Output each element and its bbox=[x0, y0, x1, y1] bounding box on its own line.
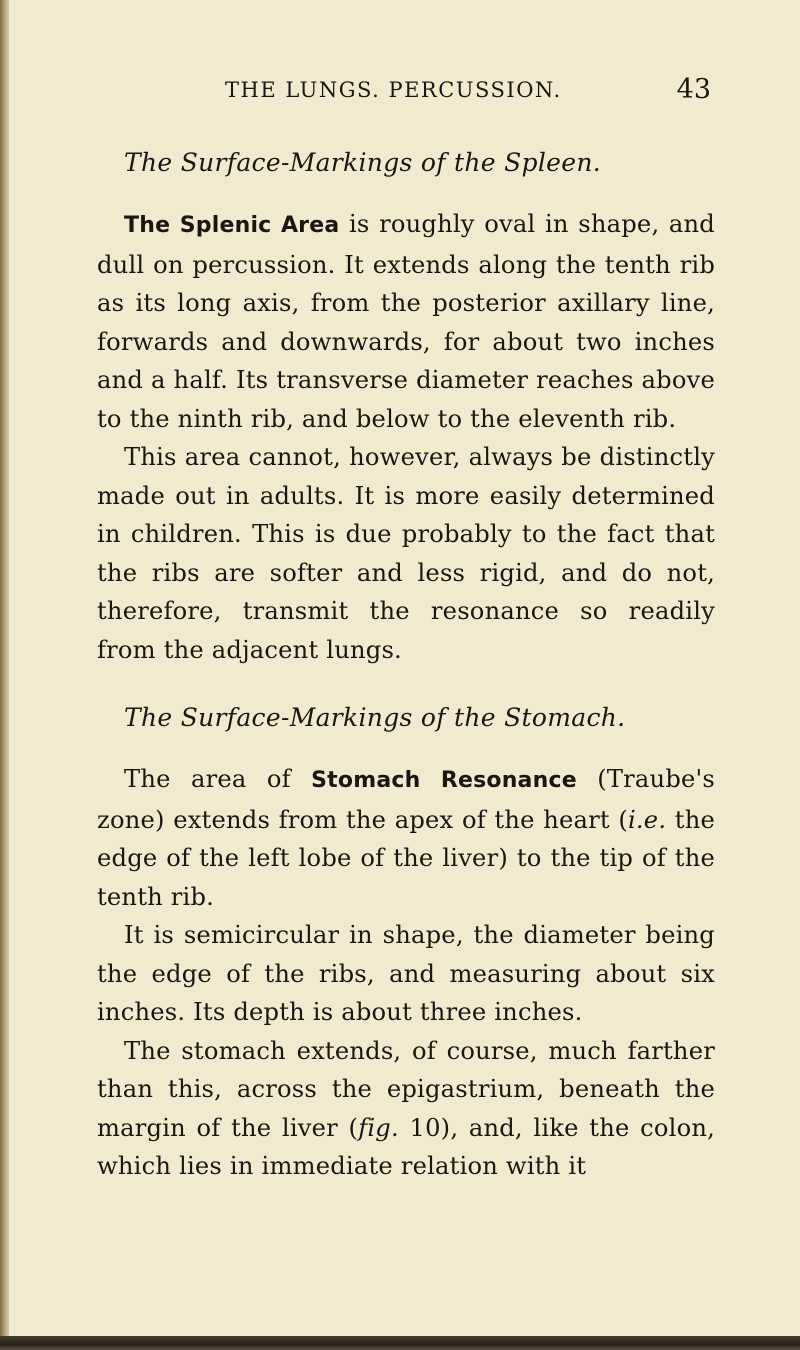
spleen-paragraph-1-text: is roughly oval in shape, and dull on percussion. It extends along the tenth rib as its long axis, from the posterior axillary line, forwards and downwards, for about two inches and a half. Its transverse diameter reaches above to the ninth rib, and below to the eleventh rib. bbox=[97, 210, 715, 433]
stomach-paragraph-1 bbox=[97, 760, 715, 916]
fig-reference: fig. bbox=[358, 1113, 399, 1142]
stomach-p1-after: the edge of the left lobe of the liver) to the tip of the tenth rib. bbox=[97, 805, 715, 911]
stomach-paragraph-2: It is semicircular in shape, the diameter being the edge of the ribs, and measuring about six inches. Its depth is about three inches. bbox=[97, 921, 715, 1026]
stomach-p3-before: The stomach extends, of course, much farther than this, across the epigastrium, beneath the margin of the liver ( bbox=[97, 1036, 715, 1142]
stomach-p3-after: 10), and, like the colon, which lies in immediate relation with it bbox=[97, 1113, 715, 1180]
stomach-resonance-term: Stomach Resonance bbox=[311, 768, 577, 793]
running-head bbox=[97, 74, 715, 108]
spleen-section-heading: The Surface-Markings of the Spleen. bbox=[124, 148, 601, 177]
stomach-paragraph-3 bbox=[97, 1032, 715, 1186]
spleen-paragraph-1 bbox=[97, 205, 715, 438]
page-bottom-edge bbox=[0, 1336, 800, 1350]
stomach-p1-middle: (Traube's zone) extends from the apex of the heart ( bbox=[97, 765, 715, 834]
stomach-p1-before: The area of bbox=[124, 765, 312, 793]
spleen-paragraph-2: This area cannot, however, always be distinctly made out in adults. It is more easily determined in children. This is due probably to the fact that the ribs are softer and less rigid, and do not, therefore, transmit the resonance so readily from the adjacent lungs. bbox=[97, 443, 715, 664]
stomach-section-heading: The Surface-Markings of the Stomach. bbox=[124, 703, 626, 732]
ie-abbreviation: i.e. bbox=[627, 805, 667, 834]
splenic-area-term: The Splenic Area bbox=[124, 213, 340, 238]
book-page bbox=[97, 74, 715, 1186]
running-head-title: THE LUNGS. PERCUSSION. bbox=[225, 78, 562, 102]
page-number: 43 bbox=[676, 74, 711, 105]
book-spine-edge bbox=[0, 0, 9, 1350]
